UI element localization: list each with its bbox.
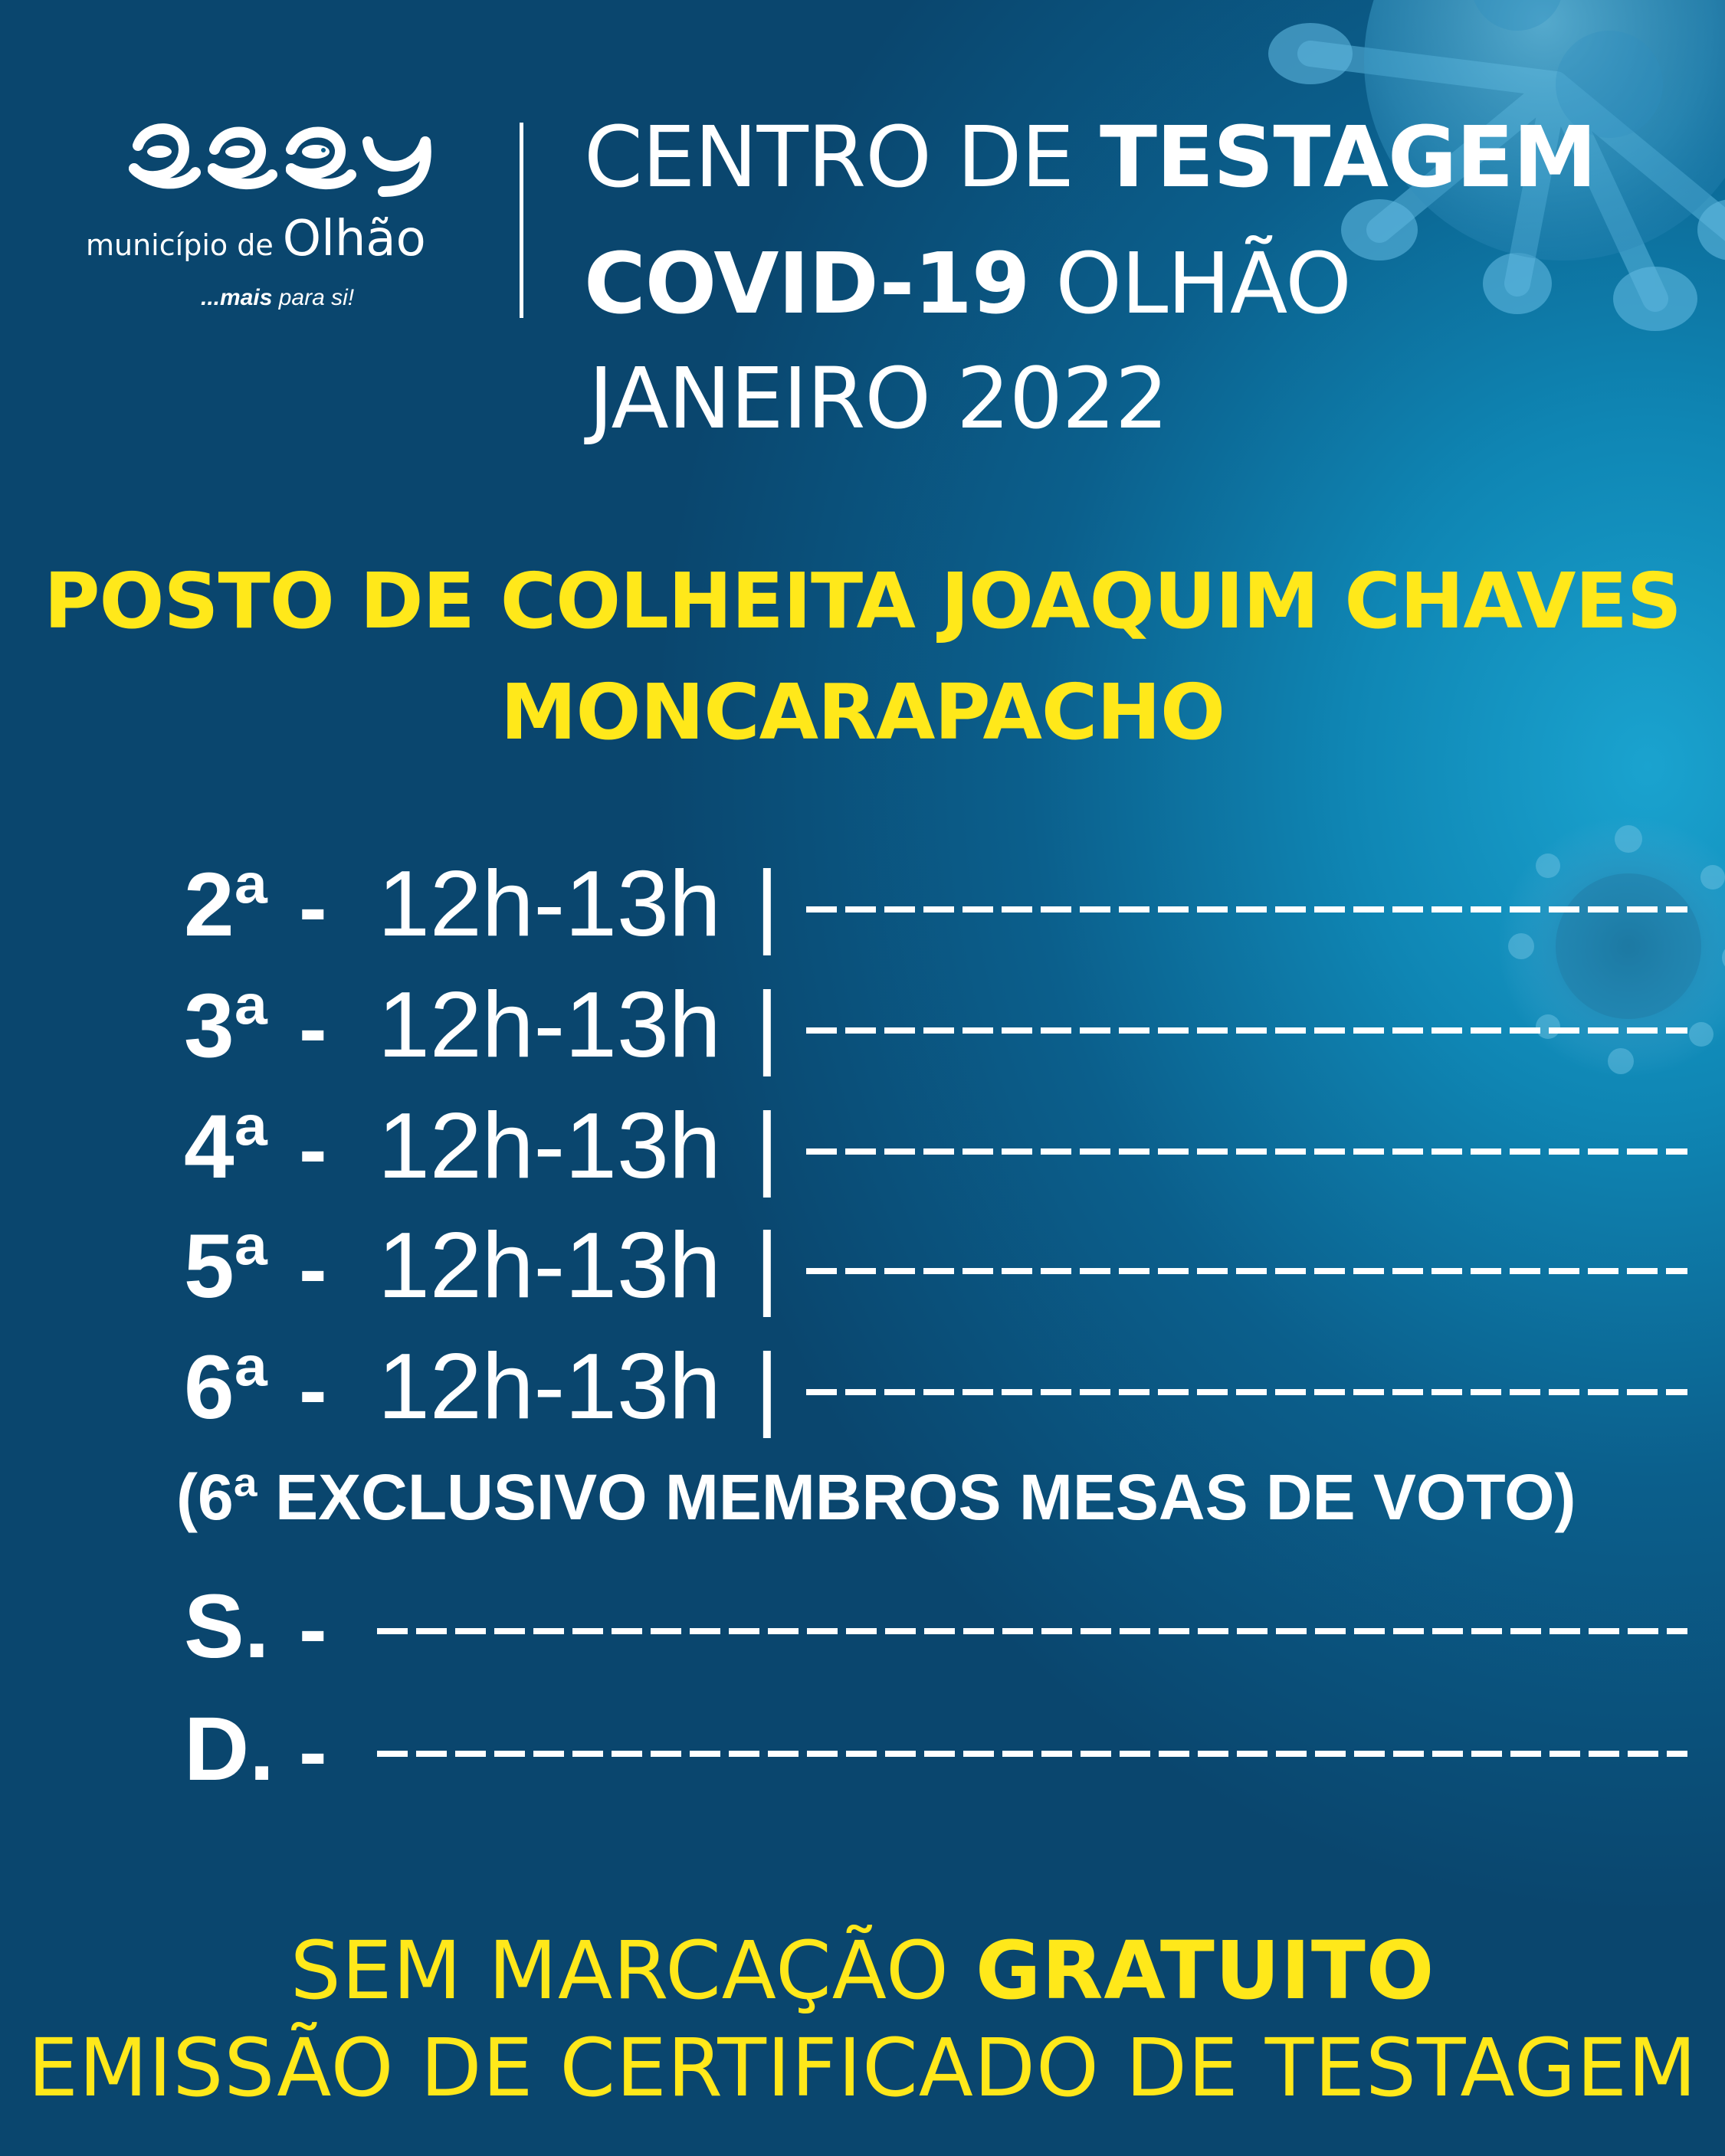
logo-prefix: município de: [86, 228, 274, 262]
schedule-time: 12h-13h: [378, 1093, 721, 1198]
header-divider: [520, 123, 523, 318]
title-line-2-bold: COVID-19: [584, 234, 1030, 333]
schedule-blank-dashes: [806, 1027, 1687, 1034]
title-line-1-bold: TESTAGEM: [1099, 108, 1596, 206]
schedule-pipe: |: [755, 1213, 779, 1317]
schedule-day: 5ª: [184, 1216, 268, 1317]
schedule-blank-dashes: [806, 1148, 1687, 1155]
weekend-separator: -: [299, 1582, 327, 1676]
virus-blurred-icon: [1483, 804, 1725, 1080]
schedule-separator: -: [299, 981, 327, 1076]
title-line-2: [584, 234, 1351, 333]
logo-name: [86, 211, 426, 267]
schedule-separator: -: [299, 860, 327, 955]
title-line-3: JANEIRO 2022: [589, 349, 1168, 447]
weekend-day: D.: [184, 1699, 274, 1800]
logo-city: Olhão: [282, 211, 426, 267]
schedule-pipe: |: [755, 1334, 779, 1438]
schedule-note: (6ª EXCLUSIVO MEMBROS MESAS DE VOTO): [176, 1461, 1576, 1533]
schedule-pipe: |: [755, 1093, 779, 1198]
schedule-time: 12h-13h: [378, 1334, 721, 1438]
title-line-1: [584, 108, 1596, 206]
schedule-blank-dashes: [806, 1267, 1687, 1275]
weekend-day: S.: [184, 1576, 270, 1677]
logo-slogan-rest: para si!: [272, 285, 355, 310]
footer-line-1-regular: SEM MARCAÇÃO: [290, 1924, 976, 2017]
footer-line-2: EMISSÃO DE CERTIFICADO DE TESTAGEM: [28, 2021, 1697, 2115]
municipality-logo: [84, 115, 483, 329]
waves-fish-logo-icon: [123, 115, 444, 199]
schedule-separator: -: [299, 1103, 327, 1197]
location-name: POSTO DE COLHEITA JOAQUIM CHAVES: [44, 556, 1681, 646]
schedule-separator: -: [299, 1222, 327, 1316]
footer-line-1: [0, 1924, 1725, 2017]
schedule-blank-dashes: [806, 1388, 1687, 1396]
title-line-1-regular: CENTRO DE: [584, 108, 1100, 206]
weekend-separator: -: [299, 1705, 327, 1799]
logo-slogan: [201, 285, 354, 311]
schedule-day: 2ª: [184, 854, 268, 955]
schedule-time: 12h-13h: [378, 1213, 721, 1317]
weekend-blank-dashes: [377, 1750, 1687, 1758]
schedule-day: 6ª: [184, 1337, 268, 1438]
schedule-separator: -: [299, 1343, 327, 1437]
logo-slogan-bold: ...mais: [201, 285, 273, 310]
location-locality: MONCARAPACHO: [500, 667, 1225, 757]
schedule-time: 12h-13h: [378, 851, 721, 955]
schedule-pipe: |: [755, 972, 779, 1076]
schedule-day: 3ª: [184, 975, 268, 1076]
footer-line-1-bold: GRATUITO: [975, 1924, 1435, 2017]
schedule-pipe: |: [755, 851, 779, 955]
schedule-blank-dashes: [806, 906, 1687, 913]
weekend-blank-dashes: [377, 1627, 1687, 1635]
schedule-time: 12h-13h: [378, 972, 721, 1076]
title-line-2-regular: OLHÃO: [1029, 234, 1351, 333]
schedule-day: 4ª: [184, 1096, 268, 1198]
